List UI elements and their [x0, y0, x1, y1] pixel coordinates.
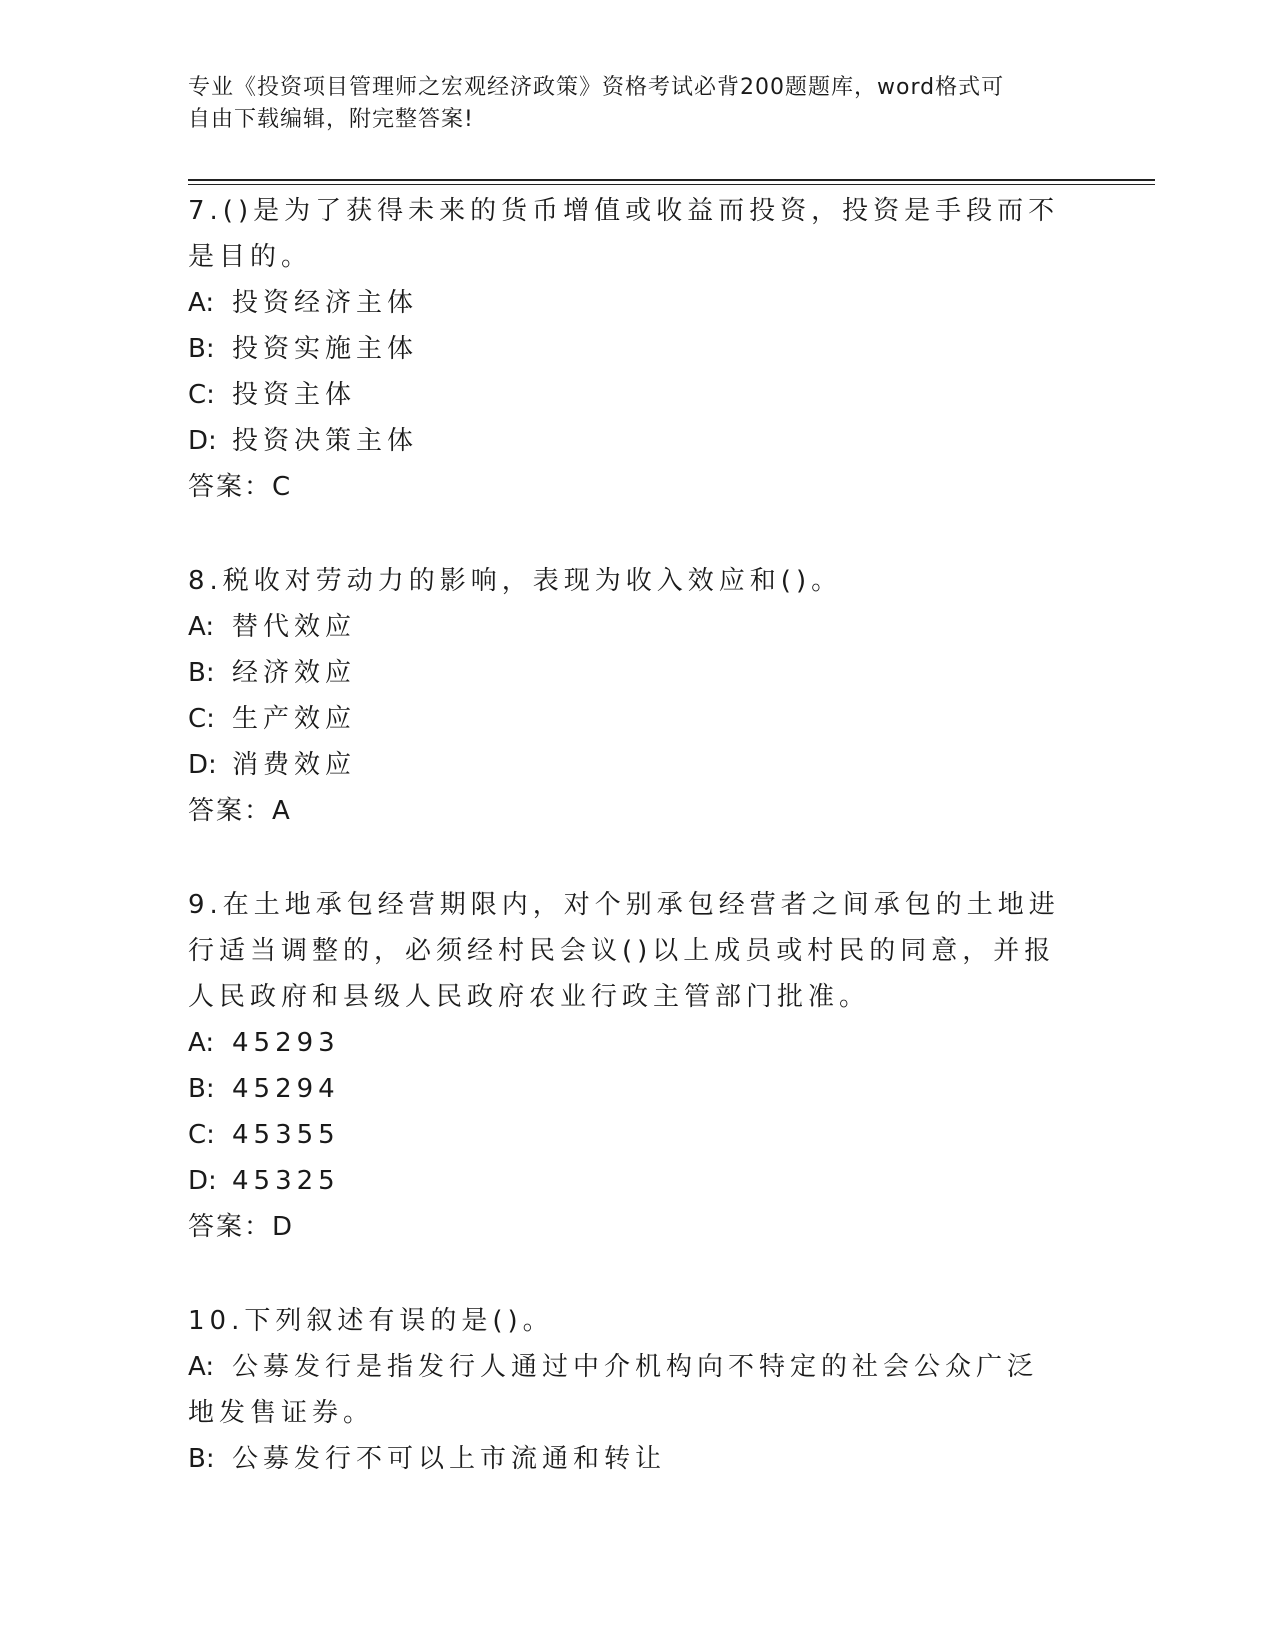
- option-text: 投资经济主体: [232, 288, 419, 318]
- header-divider-thick: [188, 179, 1155, 181]
- option-c: [188, 696, 1088, 742]
- option-letter: D:: [188, 1166, 217, 1196]
- option-text: 投资决策主体: [232, 426, 419, 456]
- option-text: 45355: [232, 1120, 340, 1150]
- option-c: [188, 1112, 1088, 1158]
- document-header: [188, 72, 1068, 136]
- option-text: 公募发行是指发行人通过中介机构向不特定的社会公众广泛地发售证券。: [188, 1352, 1039, 1428]
- option-letter: C:: [188, 1120, 215, 1150]
- option-text: 经济效应: [232, 658, 357, 688]
- option-text: 45325: [232, 1166, 340, 1196]
- option-c: [188, 372, 1088, 418]
- option-a: [188, 1344, 1068, 1436]
- option-d: [188, 418, 1088, 464]
- question-9: [188, 882, 1088, 1250]
- option-text: 投资主体: [232, 380, 357, 410]
- header-divider-thin: [188, 184, 1155, 185]
- option-a: [188, 604, 1088, 650]
- option-letter: B:: [188, 1444, 215, 1474]
- option-a: [188, 280, 1088, 326]
- header-line-1: 专业《投资项目管理师之宏观经济政策》资格考试必背200题题库，word格式可: [188, 75, 1005, 100]
- option-letter: A:: [188, 612, 215, 642]
- option-letter: A:: [188, 288, 215, 318]
- question-10: [188, 1298, 1088, 1482]
- header-line-2: 自由下载编辑，附完整答案!: [188, 107, 474, 132]
- question-text: 7.()是为了获得未来的货币增值或收益而投资，投资是手段而不是目的。: [188, 196, 1060, 272]
- question-7: [188, 188, 1088, 510]
- question-text: 10.下列叙述有误的是()。: [188, 1306, 554, 1336]
- question-text: 9.在土地承包经营期限内，对个别承包经营者之间承包的土地进行适当调整的，必须经村民会议()以上成员或村民的同意，并报人民政府和县级人民政府农业行政主管部门批准。: [188, 890, 1060, 1012]
- option-d: [188, 1158, 1088, 1204]
- option-b: [188, 1436, 1088, 1482]
- option-letter: A:: [188, 1028, 215, 1058]
- option-b: [188, 650, 1088, 696]
- option-letter: B:: [188, 658, 215, 688]
- option-text: 生产效应: [232, 704, 357, 734]
- option-text: 消费效应: [232, 750, 357, 780]
- option-text: 投资实施主体: [232, 334, 419, 364]
- option-b: [188, 326, 1088, 372]
- option-text: 替代效应: [232, 612, 357, 642]
- option-d: [188, 742, 1088, 788]
- question-8: [188, 558, 1088, 834]
- option-letter: D:: [188, 750, 217, 780]
- option-letter: A:: [188, 1352, 215, 1382]
- answer-label: 答案：D: [188, 1212, 295, 1242]
- answer-label: 答案：A: [188, 796, 292, 826]
- option-text: 45293: [232, 1028, 340, 1058]
- answer-label: 答案：C: [188, 472, 293, 502]
- option-text: 公募发行不可以上市流通和转让: [232, 1444, 667, 1474]
- question-text: 8.税收对劳动力的影响，表现为收入效应和()。: [188, 566, 843, 596]
- option-letter: D:: [188, 426, 217, 456]
- option-text: 45294: [232, 1074, 340, 1104]
- option-letter: B:: [188, 334, 215, 364]
- question-list: [188, 188, 1088, 1482]
- option-letter: B:: [188, 1074, 215, 1104]
- option-letter: C:: [188, 704, 215, 734]
- option-letter: C:: [188, 380, 215, 410]
- option-a: [188, 1020, 1088, 1066]
- option-b: [188, 1066, 1088, 1112]
